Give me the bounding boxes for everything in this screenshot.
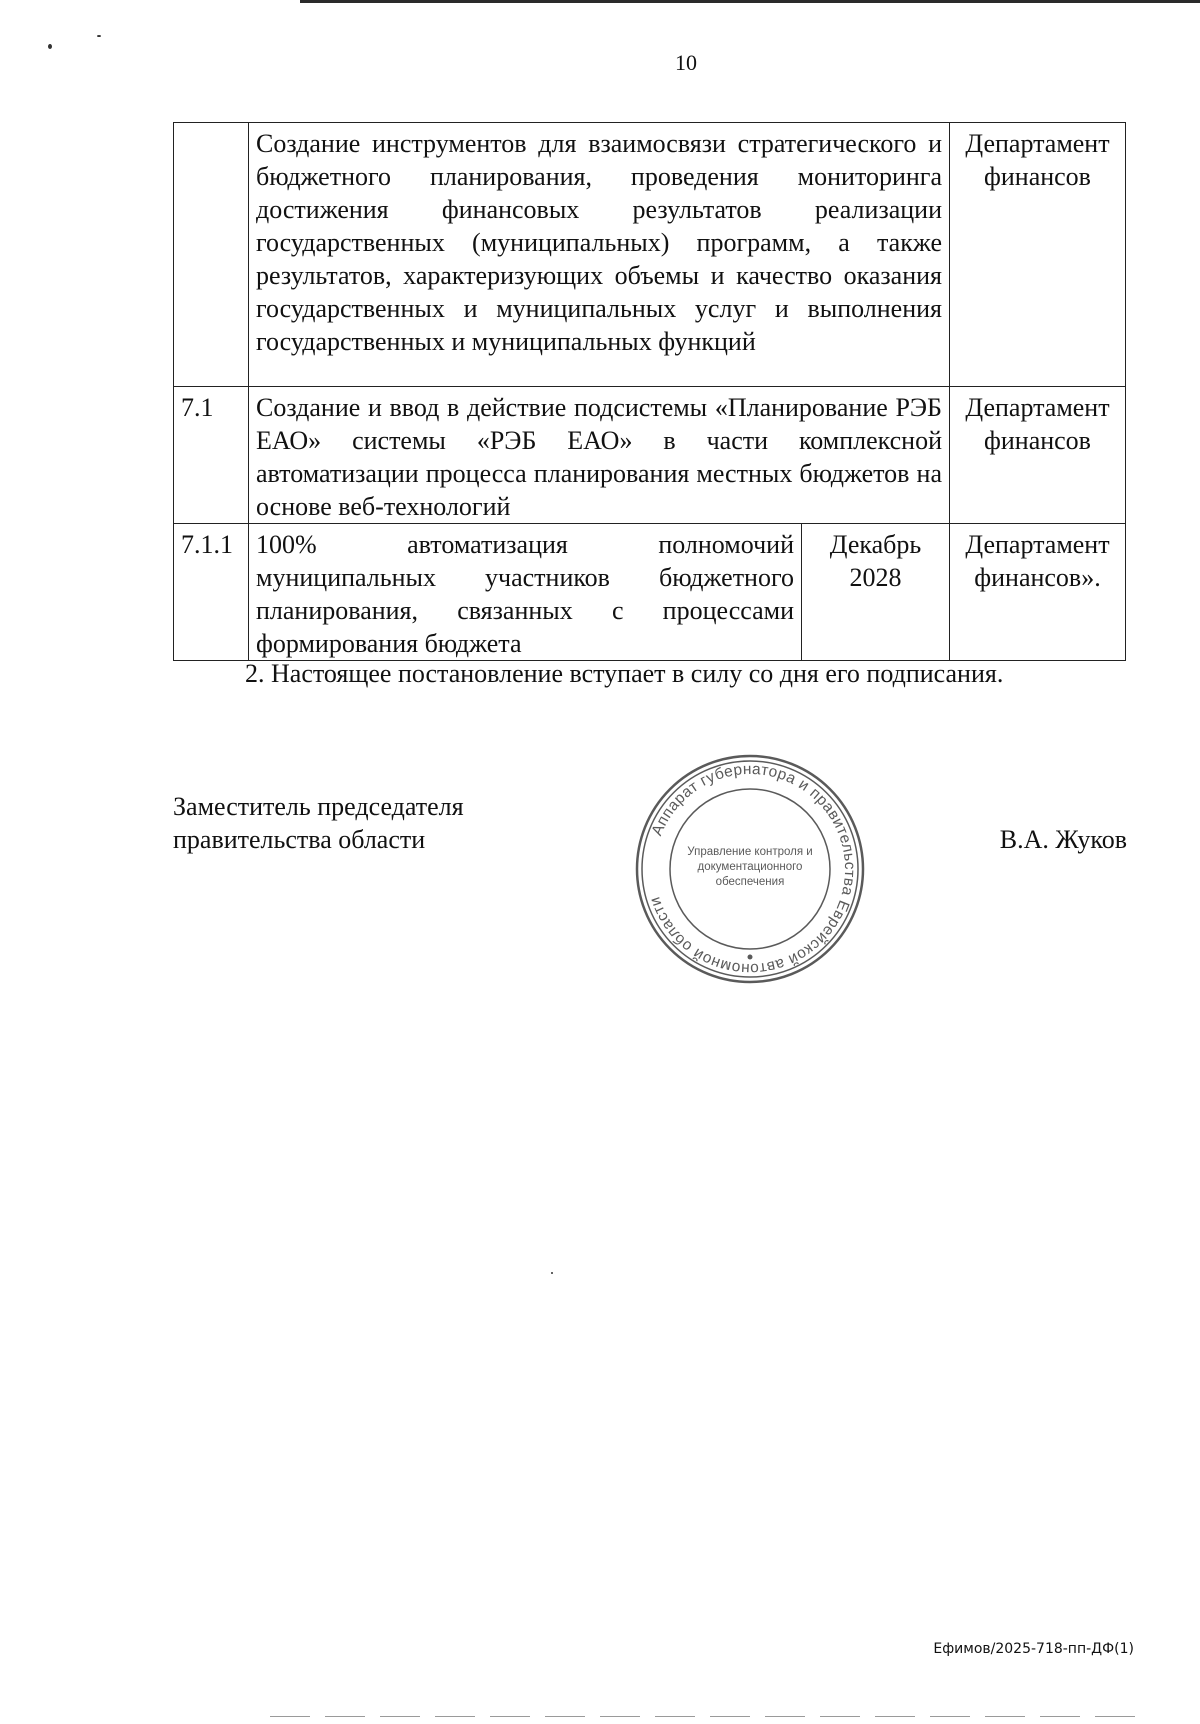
table-row — [174, 387, 1126, 524]
signatory-position-line: правительства области — [173, 825, 426, 854]
row-number — [174, 123, 249, 387]
signatory-position-line: Заместитель председателя — [173, 792, 464, 821]
deadline: Декабрь 2028 — [802, 524, 950, 661]
page-number: 10 — [675, 50, 697, 75]
scan-speck — [48, 44, 52, 49]
scan-speck — [551, 1272, 553, 1274]
responsible-department: Департамент финансов — [950, 387, 1126, 524]
stamp-inner-line: Управление контроля и — [687, 846, 813, 858]
measure-description: 100% автоматизация полномочий муниципальных участников бюджетного планирования, связанных с процессами формирования бюджета — [249, 524, 802, 661]
measures-table — [173, 122, 1126, 661]
responsible-department: Департамент финансов». — [950, 524, 1126, 661]
clause-2: 2. Настоящее постановление вступает в силу со дня его подписания. — [245, 659, 1004, 688]
signer-name: В.А. Жуков — [999, 825, 1127, 854]
signatory-position — [173, 790, 464, 856]
scan-edge-top — [300, 0, 1200, 3]
stamp-inner-line: документационного — [697, 861, 803, 873]
scan-edge-bottom — [270, 1716, 1150, 1717]
responsible-department: Департамент финансов — [950, 123, 1126, 387]
table-row — [174, 123, 1126, 387]
measure-description: Создание и ввод в действие подсистемы «Планирование РЭБ ЕАО» системы «РЭБ ЕАО» в части комплексной автоматизации процесса планирования местных бюджетов на основе веб-технологий — [249, 387, 950, 524]
scan-speck — [97, 35, 101, 37]
measure-description: Создание инструментов для взаимосвязи стратегического и бюджетного планирования, проведения мониторинга достижения финансовых результатов реализации государственных (муниципальных) программ, а также результатов, характеризующих объемы и качество оказания государственных и муниципальных услуг и выполнения государственных и муниципальных функций — [249, 123, 950, 387]
row-number: 7.1 — [174, 387, 249, 524]
document-reference: Ефимов/2025-718-пп-ДФ(1) — [933, 1641, 1134, 1657]
table-row — [174, 524, 1126, 661]
stamp-outer-text: Аппарат губернатора и правительства Еврейской автономной области — [646, 760, 859, 978]
row-number: 7.1.1 — [174, 524, 249, 661]
stamp-inner-line: обеспечения — [715, 876, 785, 888]
official-stamp — [633, 752, 867, 986]
stamp-dot-icon — [748, 955, 753, 960]
